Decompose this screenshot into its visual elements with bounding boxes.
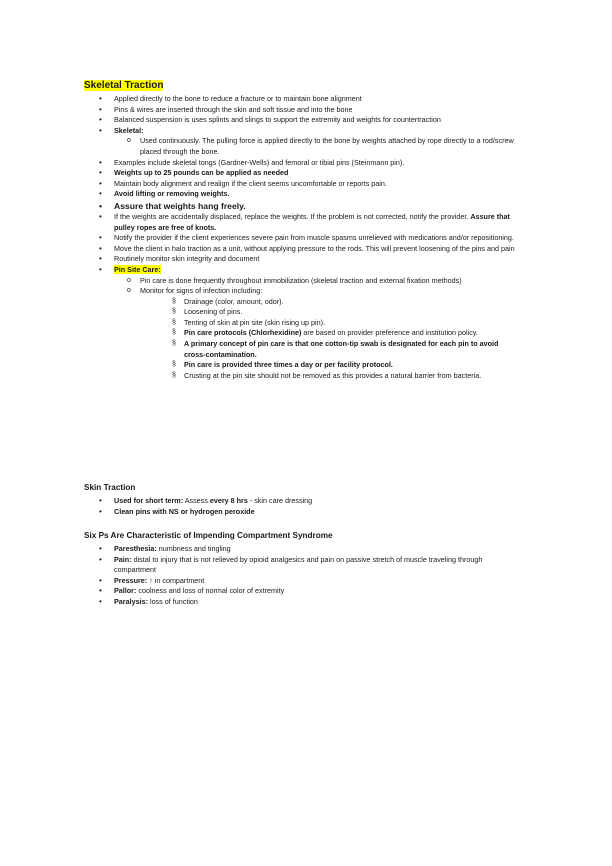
list-item: • Pressure: ↑ in compartment — [99, 576, 519, 587]
list-item: • Paralysis: loss of function — [99, 597, 519, 608]
list-item: • Move the client in halo traction as a unit, without applying pressure to the rods. This will prevent loosening of the pins and pain — [99, 244, 519, 255]
sub-sub-list-item: § Tenting of skin at pin site (skin rising up pin). — [140, 318, 519, 329]
skeletal-traction-heading: Skeletal Traction — [84, 80, 164, 91]
list-item: • Clean pins with NS or hydrogen peroxide — [99, 507, 519, 518]
list-item: • Maintain body alignment and realign if the client seems uncomfortable or reports pain. — [99, 179, 519, 190]
list-item: • Balanced suspension is uses splints and slings to support the extremity and weights for countertraction — [99, 115, 519, 126]
list-item: • Routinely monitor skin integrity and document — [99, 254, 519, 265]
list-item: • Avoid lifting or removing weights. — [99, 189, 519, 200]
list-item: • Examples include skeletal tongs (Gardner-Wells) and femoral or tibial pins (Steinmann pin). — [99, 158, 519, 169]
sub-sub-list-item: § Loosening of pins. — [140, 307, 519, 318]
list-item: • Applied directly to the bone to reduce a fracture or to maintain bone alignment — [99, 94, 519, 105]
sub-list-item: o Used continuously. The pulling force is applied directly to the bone by weights attached by rope directly to a rod/screw placed through the bone. — [114, 136, 519, 157]
list-item: • Pin Site Care: o Pin care is done frequently throughout immobilization (skeletal traction and external fixation methods) o Monitor for signs of infection including: § Drainage (color, amount, odor). § Loosening of pins. § Tenting of skin at pin site (skin rising up pin). § Pin care protocols (Chlorhexidine) are based on provider preference and institution policy. § A primary concept of pin care is that one cotton-tip swab is designated for each pin to avoid cross-contamination. § Pin care is provided three times a day or per facility protocol. § Crusting at the pin site should not be removed as this provides a natural barrier from bacteria. — [99, 265, 519, 382]
list-item: • Paresthesia: numbness and tingling — [99, 544, 519, 555]
list-item: • Used for short term: Assess every 8 hrs - skin care dressing — [99, 496, 519, 507]
sub-sub-list-item: § Crusting at the pin site should not be removed as this provides a natural barrier from bacteria. — [140, 371, 519, 382]
list-item: • Skeletal: o Used continuously. The pulling force is applied directly to the bone by weights attached by rope directly to a rod/screw placed through the bone. — [99, 126, 519, 158]
sub-sub-list-item: § Pin care is provided three times a day or per facility protocol. — [140, 360, 519, 371]
sub-sub-list-item: § Pin care protocols (Chlorhexidine) are based on provider preference and institution policy. — [140, 328, 519, 339]
six-ps-list — [99, 544, 519, 608]
list-item: • Pins & wires are inserted through the skin and soft tissue and into the bone — [99, 105, 519, 116]
list-item: • Assure that weights hang freely. — [99, 200, 519, 212]
sub-sub-list-item: § Drainage (color, amount, odor). — [140, 297, 519, 308]
list-item: • Pain: distal to injury that is not relieved by opioid analgesics and pain on passive stretch of muscle traveling through compartment — [99, 555, 519, 576]
sub-sub-list-item: § A primary concept of pin care is that one cotton-tip swab is designated for each pin to avoid cross-contamination. — [140, 339, 519, 360]
list-item: • Weights up to 25 pounds can be applied as needed — [99, 168, 519, 179]
six-ps-heading: Six Ps Are Characteristic of Impending Compartment Syndrome — [84, 531, 333, 540]
skin-traction-heading: Skin Traction — [84, 483, 136, 492]
skin-traction-list — [99, 496, 519, 517]
list-item: • If the weights are accidentally displaced, replace the weights. If the problem is not corrected, notify the provider. Assure that pulley ropes are free of knots. — [99, 212, 519, 233]
list-item: • Notify the provider if the client experiences severe pain from muscle spasms unrelieved with medications and/or repositioning. — [99, 233, 519, 244]
sub-list-item: o Monitor for signs of infection including: § Drainage (color, amount, odor). § Loosening of pins. § Tenting of skin at pin site (skin rising up pin). § Pin care protocols (Chlorhexidine) are based on provider preference and institution policy. § A primary concept of pin care is that one cotton-tip swab is designated for each pin to avoid cross-contamination. § Pin care is provided three times a day or per facility protocol. § Crusting at the pin site should not be removed as this provides a natural barrier from bacteria. — [114, 286, 519, 381]
sub-list-item: o Pin care is done frequently throughout immobilization (skeletal traction and external fixation methods) — [114, 276, 519, 287]
list-item: • Pallor: coolness and loss of normal color of extremity — [99, 586, 519, 597]
skeletal-traction-list — [99, 94, 519, 381]
